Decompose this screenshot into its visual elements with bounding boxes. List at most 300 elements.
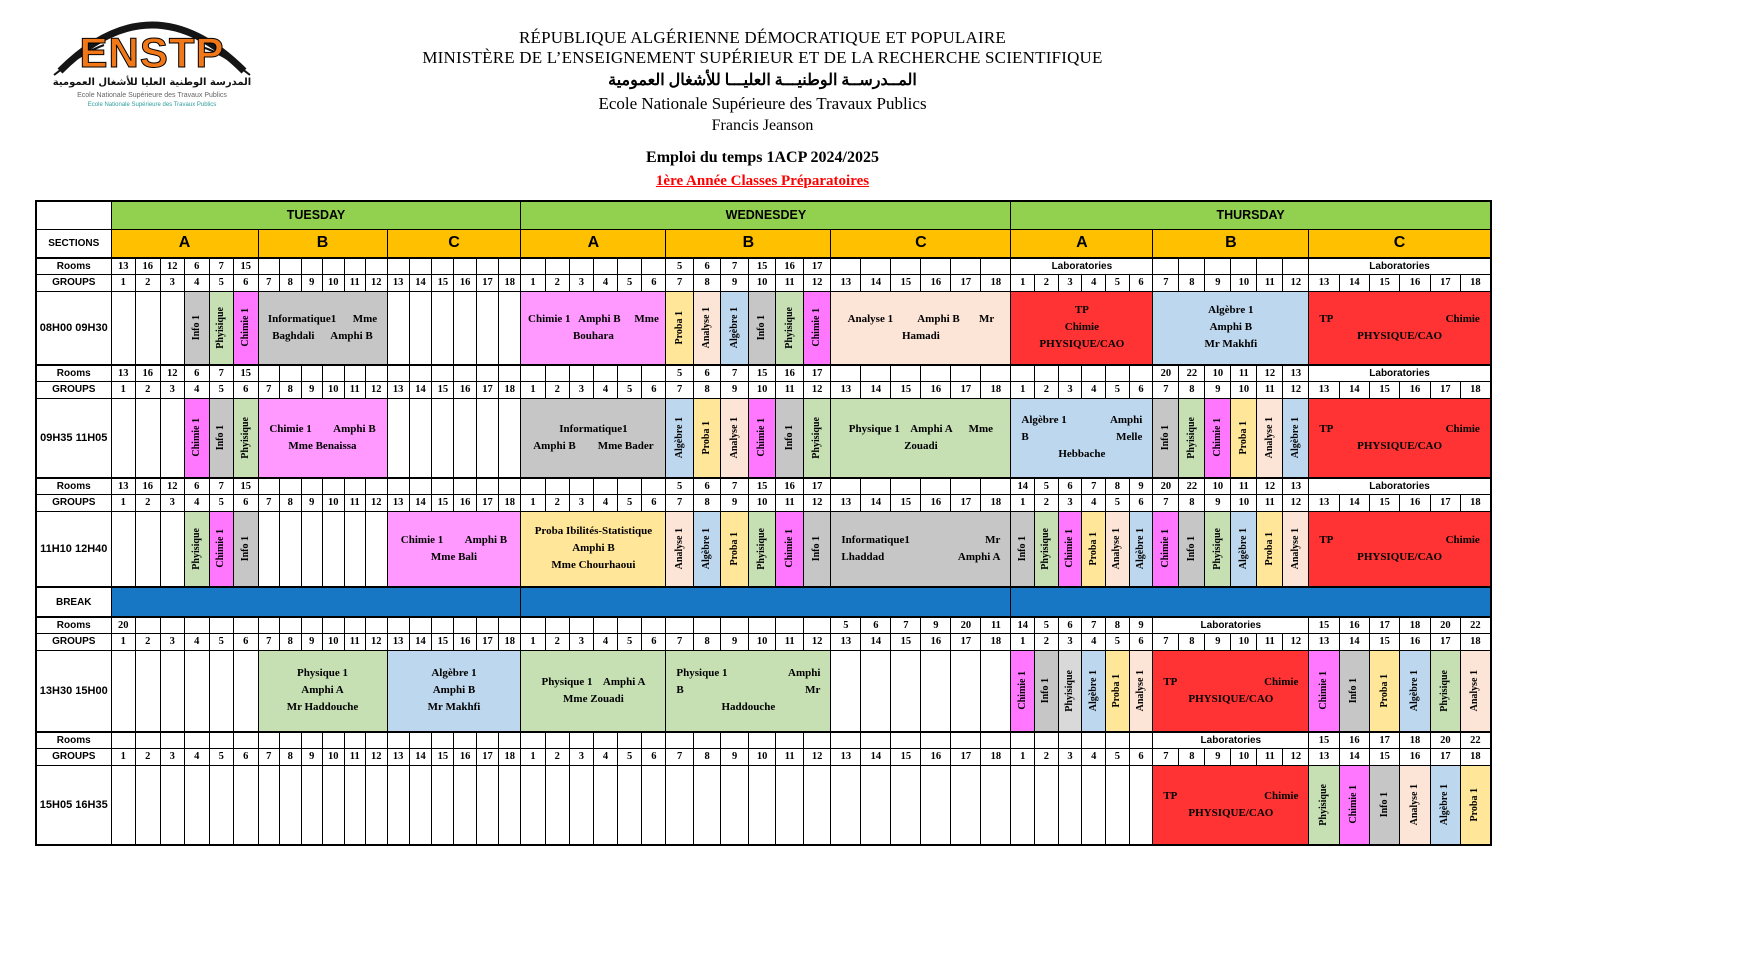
group-cell: 17 xyxy=(951,274,981,291)
empty-cell xyxy=(344,511,366,587)
course-cell xyxy=(1011,398,1153,478)
group-cell: 16 xyxy=(921,274,951,291)
group-cell: 4 xyxy=(185,381,210,398)
course-cell xyxy=(521,398,666,478)
room-cell xyxy=(301,732,323,748)
group-cell: 7 xyxy=(258,494,280,511)
room-cell xyxy=(366,365,388,381)
course-text-vertical: Algèbre 1 xyxy=(1289,417,1301,459)
course-cell xyxy=(1106,650,1130,732)
course-text: Physique 1 Amphi B Mr Haddouche xyxy=(676,667,821,714)
room-cell: 11 xyxy=(1231,478,1257,494)
room-cell xyxy=(951,258,981,274)
break-bar xyxy=(521,587,1011,617)
room-cell xyxy=(1106,732,1130,748)
empty-cell xyxy=(323,765,345,845)
room-cell xyxy=(521,365,545,381)
group-cell: 9 xyxy=(721,494,749,511)
course-text-vertical: Proba 1 xyxy=(701,421,713,455)
room-cell: 12 xyxy=(160,365,185,381)
room-cell xyxy=(1058,365,1082,381)
group-cell: 1 xyxy=(1011,381,1035,398)
school-name-french: Ecole Nationale Supérieure des Travaux Publics xyxy=(598,94,927,113)
group-cell: 6 xyxy=(234,494,259,511)
room-cell xyxy=(280,478,302,494)
room-cell: 15 xyxy=(234,365,259,381)
room-cell xyxy=(921,732,951,748)
course-text-vertical: Proba 1 xyxy=(673,311,685,345)
room-cell xyxy=(1011,732,1035,748)
group-cell: 12 xyxy=(366,748,388,765)
empty-cell xyxy=(344,765,366,845)
room-cell xyxy=(387,732,409,748)
group-cell: 15 xyxy=(1370,274,1400,291)
group-cell: 5 xyxy=(209,633,234,650)
room-cell xyxy=(301,258,323,274)
room-cell xyxy=(409,258,431,274)
room-cell xyxy=(476,478,498,494)
course-cell xyxy=(1257,398,1283,478)
timeslot-row xyxy=(36,511,1491,587)
room-cell xyxy=(323,732,345,748)
empty-cell xyxy=(111,650,136,732)
group-cell: 4 xyxy=(593,381,617,398)
groups-row xyxy=(36,381,1491,398)
timeslot-row xyxy=(36,291,1491,365)
course-cell xyxy=(1231,398,1257,478)
group-cell: 14 xyxy=(409,633,431,650)
empty-cell xyxy=(432,398,454,478)
rooms-row xyxy=(36,478,1491,494)
empty-cell xyxy=(1082,765,1106,845)
course-cell xyxy=(721,291,749,365)
course-cell xyxy=(1011,650,1035,732)
room-cell xyxy=(618,258,642,274)
group-cell: 8 xyxy=(693,633,721,650)
room-cell xyxy=(521,617,545,633)
course-text: Proba Ibilités-Statistique Amphi B Mme Chourhaoui xyxy=(534,525,653,572)
course-cell xyxy=(234,291,259,365)
group-cell: 17 xyxy=(1430,494,1460,511)
course-text-vertical: Phyisique xyxy=(1439,669,1451,712)
room-cell: 9 xyxy=(921,617,951,633)
room-cell xyxy=(136,732,161,748)
section-header: A xyxy=(521,229,666,258)
course-text: Informatique1 Mr Lhaddad Amphi A xyxy=(841,533,1001,563)
room-cell xyxy=(454,365,476,381)
room-cell: 7 xyxy=(209,365,234,381)
group-cell: 5 xyxy=(209,274,234,291)
break-label: BREAK xyxy=(36,587,111,617)
room-cell xyxy=(160,617,185,633)
room-cell xyxy=(642,258,666,274)
group-cell: 3 xyxy=(1058,381,1082,398)
room-cell xyxy=(111,732,136,748)
group-cell: 3 xyxy=(160,494,185,511)
empty-cell xyxy=(111,398,136,478)
room-cell xyxy=(476,732,498,748)
room-cell xyxy=(521,258,545,274)
group-cell: 1 xyxy=(521,274,545,291)
group-cell: 4 xyxy=(593,748,617,765)
group-cell: 12 xyxy=(366,633,388,650)
room-cell xyxy=(476,258,498,274)
group-cell: 9 xyxy=(1205,274,1231,291)
empty-cell xyxy=(136,650,161,732)
room-cell xyxy=(1035,732,1059,748)
course-text-vertical: Chimie 1 xyxy=(239,308,251,348)
group-cell: 2 xyxy=(1035,748,1059,765)
course-text-vertical: Info 1 xyxy=(239,536,251,562)
room-cell xyxy=(387,478,409,494)
group-cell: 5 xyxy=(618,381,642,398)
course-text-vertical: Algèbre 1 xyxy=(1408,670,1420,712)
room-cell: 6 xyxy=(693,478,721,494)
room-cell xyxy=(593,732,617,748)
room-cell xyxy=(831,365,861,381)
group-cell: 18 xyxy=(981,274,1011,291)
group-cell: 4 xyxy=(1082,381,1106,398)
section-header: B xyxy=(1153,229,1309,258)
course-cell xyxy=(1058,511,1082,587)
group-cell: 8 xyxy=(280,633,302,650)
group-cell: 11 xyxy=(1257,633,1283,650)
laboratories-cell: Laboratories xyxy=(1153,732,1309,748)
course-cell xyxy=(1011,511,1035,587)
empty-cell xyxy=(160,765,185,845)
group-cell: 6 xyxy=(234,274,259,291)
group-cell: 11 xyxy=(776,381,804,398)
room-cell xyxy=(209,732,234,748)
course-cell xyxy=(234,511,259,587)
room-cell xyxy=(981,732,1011,748)
group-cell: 17 xyxy=(476,633,498,650)
group-cell: 9 xyxy=(301,381,323,398)
course-text-vertical: Algèbre 1 xyxy=(701,528,713,570)
room-cell xyxy=(1082,732,1106,748)
course-cell xyxy=(748,291,776,365)
group-cell: 7 xyxy=(666,494,694,511)
course-text-vertical: Proba 1 xyxy=(1237,421,1249,455)
room-cell: 6 xyxy=(861,617,891,633)
course-text-vertical: Analyse 1 xyxy=(1111,528,1123,570)
room-cell: 15 xyxy=(748,258,776,274)
course-cell xyxy=(803,511,831,587)
group-cell: 3 xyxy=(1058,748,1082,765)
room-cell xyxy=(618,617,642,633)
course-text-vertical: Proba 1 xyxy=(1263,532,1275,566)
course-text-vertical: Algèbre 1 xyxy=(1135,528,1147,570)
course-cell xyxy=(1153,398,1179,478)
room-cell xyxy=(280,258,302,274)
group-cell: 6 xyxy=(1129,381,1153,398)
room-cell xyxy=(323,478,345,494)
room-cell xyxy=(921,478,951,494)
groups-row xyxy=(36,274,1491,291)
course-text-vertical: Phyisique xyxy=(1318,783,1329,826)
empty-cell xyxy=(803,765,831,845)
room-cell: 16 xyxy=(136,258,161,274)
empty-cell xyxy=(861,765,891,845)
group-cell: 12 xyxy=(1283,274,1309,291)
room-cell: 17 xyxy=(1370,732,1400,748)
course-text: TP Chimie PHYSIQUE/CAO xyxy=(1163,789,1299,819)
room-cell: 7 xyxy=(1082,478,1106,494)
room-cell xyxy=(344,478,366,494)
group-cell: 16 xyxy=(454,748,476,765)
room-cell xyxy=(861,365,891,381)
room-cell xyxy=(981,258,1011,274)
empty-cell xyxy=(891,650,921,732)
course-text-vertical: Chimie 1 xyxy=(215,529,227,569)
group-cell: 6 xyxy=(642,494,666,511)
room-cell xyxy=(891,478,921,494)
group-cell: 6 xyxy=(642,274,666,291)
group-cell: 3 xyxy=(569,748,593,765)
room-cell xyxy=(891,258,921,274)
course-text-vertical: Analyse 1 xyxy=(1289,528,1301,570)
group-cell: 12 xyxy=(366,381,388,398)
room-cell: 6 xyxy=(1058,617,1082,633)
group-cell: 4 xyxy=(185,274,210,291)
empty-cell xyxy=(111,765,136,845)
empty-cell xyxy=(891,765,921,845)
group-cell: 18 xyxy=(499,633,521,650)
empty-cell xyxy=(454,765,476,845)
group-cell: 12 xyxy=(803,274,831,291)
group-cell: 1 xyxy=(521,748,545,765)
course-cell xyxy=(776,291,804,365)
course-cell xyxy=(1205,398,1231,478)
group-cell: 9 xyxy=(1205,633,1231,650)
empty-cell xyxy=(209,650,234,732)
group-cell: 11 xyxy=(344,381,366,398)
empty-cell xyxy=(521,765,545,845)
group-cell: 4 xyxy=(593,494,617,511)
group-cell: 9 xyxy=(721,748,749,765)
group-cell: 15 xyxy=(432,494,454,511)
empty-cell xyxy=(1129,765,1153,845)
course-cell xyxy=(1011,291,1153,365)
room-cell xyxy=(666,617,694,633)
course-cell xyxy=(1339,650,1369,732)
course-text-vertical: Chimie 1 xyxy=(190,418,202,458)
room-cell xyxy=(618,478,642,494)
course-text-vertical: Algèbre 1 xyxy=(1439,784,1451,826)
group-cell: 3 xyxy=(1058,633,1082,650)
group-cell: 2 xyxy=(1035,633,1059,650)
room-cell xyxy=(1082,365,1106,381)
group-cell: 10 xyxy=(323,748,345,765)
laboratories-cell: Laboratories xyxy=(1309,365,1491,381)
empty-cell xyxy=(432,765,454,845)
group-cell: 1 xyxy=(521,633,545,650)
empty-cell xyxy=(593,765,617,845)
room-cell: 20 xyxy=(111,617,136,633)
empty-cell xyxy=(409,765,431,845)
page-title: Emploi du temps 1ACP 2024/2025 xyxy=(646,149,879,166)
laboratories-cell: Laboratories xyxy=(1153,617,1309,633)
group-cell: 10 xyxy=(1231,274,1257,291)
course-text-vertical: Phyisique xyxy=(783,306,795,349)
group-cell: 11 xyxy=(344,494,366,511)
rooms-row xyxy=(36,258,1491,274)
course-cell xyxy=(387,511,521,587)
room-cell xyxy=(569,258,593,274)
group-cell: 14 xyxy=(1339,633,1369,650)
room-cell: 20 xyxy=(951,617,981,633)
empty-cell xyxy=(618,765,642,845)
group-cell: 12 xyxy=(803,494,831,511)
course-text-vertical: Proba 1 xyxy=(1469,788,1481,822)
section-header: C xyxy=(1309,229,1491,258)
group-cell: 18 xyxy=(1460,748,1490,765)
group-cell: 4 xyxy=(593,633,617,650)
group-cell: 3 xyxy=(160,381,185,398)
group-cell: 4 xyxy=(185,494,210,511)
group-cell: 10 xyxy=(1231,381,1257,398)
group-cell: 14 xyxy=(861,274,891,291)
empty-cell xyxy=(432,291,454,365)
group-cell: 11 xyxy=(776,274,804,291)
group-cell: 13 xyxy=(1309,381,1339,398)
group-cell: 3 xyxy=(160,748,185,765)
course-cell xyxy=(1430,650,1460,732)
groups-label: GROUPS xyxy=(36,633,111,650)
room-cell xyxy=(1011,365,1035,381)
room-cell xyxy=(1129,732,1153,748)
room-cell xyxy=(432,365,454,381)
room-cell xyxy=(280,732,302,748)
group-cell: 13 xyxy=(1309,494,1339,511)
group-cell: 6 xyxy=(642,748,666,765)
room-cell: 5 xyxy=(831,617,861,633)
room-cell: 15 xyxy=(1309,732,1339,748)
empty-cell xyxy=(569,765,593,845)
group-cell: 5 xyxy=(209,381,234,398)
room-cell xyxy=(209,617,234,633)
room-cell xyxy=(803,732,831,748)
course-cell xyxy=(258,398,387,478)
empty-cell xyxy=(111,511,136,587)
empty-cell xyxy=(981,765,1011,845)
course-text-vertical: Analyse 1 xyxy=(673,528,685,570)
room-cell xyxy=(891,365,921,381)
section-header: A xyxy=(111,229,258,258)
room-cell: 22 xyxy=(1179,365,1205,381)
group-cell: 4 xyxy=(1082,274,1106,291)
course-cell xyxy=(1035,650,1059,732)
room-cell: 17 xyxy=(1370,617,1400,633)
course-cell xyxy=(1058,650,1082,732)
course-text-vertical: Info 1 xyxy=(1040,678,1052,704)
course-cell xyxy=(693,398,721,478)
empty-cell xyxy=(209,765,234,845)
empty-cell xyxy=(160,398,185,478)
empty-cell xyxy=(258,511,280,587)
empty-cell xyxy=(951,650,981,732)
room-cell: 11 xyxy=(1231,365,1257,381)
group-cell: 6 xyxy=(1129,748,1153,765)
course-text-vertical: Chimie 1 xyxy=(1064,529,1076,569)
group-cell: 10 xyxy=(748,274,776,291)
room-cell xyxy=(1205,258,1231,274)
time-label: 11H10 12H40 xyxy=(36,511,111,587)
course-cell xyxy=(1106,511,1130,587)
room-cell xyxy=(521,478,545,494)
room-cell xyxy=(981,478,1011,494)
course-cell xyxy=(387,650,521,732)
group-cell: 14 xyxy=(409,274,431,291)
group-cell: 12 xyxy=(1283,748,1309,765)
room-cell: 17 xyxy=(803,365,831,381)
group-cell: 2 xyxy=(136,748,161,765)
group-cell: 17 xyxy=(476,274,498,291)
group-cell: 3 xyxy=(569,274,593,291)
rooms-row xyxy=(36,617,1491,633)
group-cell: 13 xyxy=(387,381,409,398)
timeslot-row xyxy=(36,765,1491,845)
group-cell: 15 xyxy=(1370,748,1400,765)
empty-cell xyxy=(499,398,521,478)
day-header: WEDNESDEY xyxy=(521,201,1011,229)
group-cell: 14 xyxy=(1339,381,1369,398)
room-cell xyxy=(301,365,323,381)
group-cell: 18 xyxy=(499,381,521,398)
group-cell: 6 xyxy=(642,633,666,650)
group-cell: 1 xyxy=(521,494,545,511)
empty-cell xyxy=(234,650,259,732)
empty-cell xyxy=(861,650,891,732)
group-cell: 7 xyxy=(666,381,694,398)
group-cell: 9 xyxy=(1205,494,1231,511)
course-text-vertical: Phyisique xyxy=(756,527,768,570)
room-cell: 18 xyxy=(1400,732,1430,748)
group-cell: 8 xyxy=(1179,381,1205,398)
group-cell: 17 xyxy=(951,381,981,398)
course-text: Informatique1 Mme Baghdali Amphi B xyxy=(267,312,378,342)
course-text-vertical: Phyisique xyxy=(239,416,251,459)
room-cell xyxy=(642,732,666,748)
empty-cell xyxy=(476,765,498,845)
room-cell xyxy=(593,258,617,274)
course-text-vertical: Algèbre 1 xyxy=(1237,528,1249,570)
group-cell: 15 xyxy=(1370,494,1400,511)
course-cell xyxy=(209,511,234,587)
group-cell: 8 xyxy=(280,748,302,765)
room-cell: 13 xyxy=(111,258,136,274)
room-cell: 12 xyxy=(1257,365,1283,381)
empty-cell xyxy=(693,765,721,845)
room-cell: 16 xyxy=(136,365,161,381)
room-cell xyxy=(258,258,280,274)
group-cell: 13 xyxy=(387,494,409,511)
course-cell xyxy=(1400,765,1430,845)
empty-cell xyxy=(748,765,776,845)
room-cell: 12 xyxy=(160,258,185,274)
room-cell: 6 xyxy=(185,365,210,381)
group-cell: 7 xyxy=(666,274,694,291)
group-cell: 10 xyxy=(748,748,776,765)
course-cell xyxy=(803,291,831,365)
room-cell: 15 xyxy=(234,478,259,494)
group-cell: 10 xyxy=(323,381,345,398)
group-cell: 18 xyxy=(499,274,521,291)
group-cell: 17 xyxy=(951,494,981,511)
empty-cell xyxy=(642,765,666,845)
course-text-vertical: Chimie 1 xyxy=(1348,785,1360,825)
room-cell xyxy=(409,732,431,748)
